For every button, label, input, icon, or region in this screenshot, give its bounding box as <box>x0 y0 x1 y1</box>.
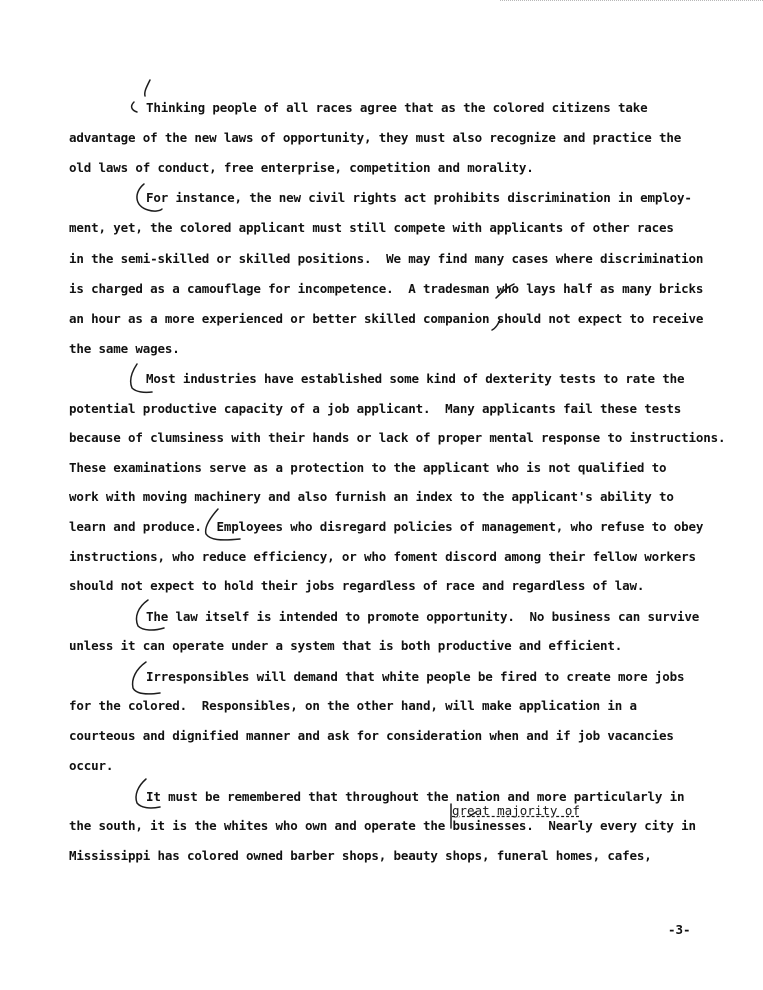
text-line: should not expect to hold their jobs regardless of race and regardless of law. <box>69 578 645 593</box>
text-line: These examinations serve as a protection to the applicant who is not qualified to <box>69 460 667 475</box>
text-line: instructions, who reduce efficiency, or who foment discord among their fellow workers <box>69 549 696 564</box>
text-line: occur. <box>69 758 114 773</box>
text-line: Mississippi has colored owned barber shops, beauty shops, funeral homes, cafes, <box>69 848 652 863</box>
text-line: because of clumsiness with their hands or lack of proper mental response to instructions. <box>69 430 726 445</box>
text-line: For instance, the new civil rights act prohibits discrimination in employ- <box>146 190 692 205</box>
text-line: is charged as a camouflage for incompetence. A tradesman who lays half as many bricks <box>69 281 704 296</box>
text-line: the same wages. <box>69 341 180 356</box>
text-line: advantage of the new laws of opportunity, they must also recognize and practice the <box>69 130 682 145</box>
text-line: unless it can operate under a system that is both productive and efficient. <box>69 638 623 653</box>
text-line: It must be remembered that throughout the nation and more particularly in <box>146 789 685 804</box>
text-line: in the semi-skilled or skilled positions. We may find many cases where discrimination <box>69 251 704 266</box>
text-line: learn and produce. Employees who disregard policies of management, who refuse to obey <box>69 519 704 534</box>
page-number: -3- <box>668 922 691 937</box>
text-line: The law itself is intended to promote opportunity. No business can survive <box>146 609 700 624</box>
text-line: ment, yet, the colored applicant must still compete with applicants of other races <box>69 220 674 235</box>
text-line: Irresponsibles will demand that white people be fired to create more jobs <box>146 669 685 684</box>
text-line: work with moving machinery and also furnish an index to the applicant's ability to <box>69 489 674 504</box>
text-line: for the colored. Responsibles, on the other hand, will make application in a <box>69 698 637 713</box>
handwritten-insertion: great majority of <box>452 803 580 818</box>
text-line: Thinking people of all races agree that as the colored citizens take <box>146 100 648 115</box>
text-line: old laws of conduct, free enterprise, competition and morality. <box>69 160 534 175</box>
text-line: courteous and dignified manner and ask for consideration when and if job vacancies <box>69 728 674 743</box>
text-line: potential productive capacity of a job applicant. Many applicants fail these tests <box>69 401 682 416</box>
text-line: Most industries have established some kind of dexterity tests to rate the <box>146 371 685 386</box>
text-line: an hour as a more experienced or better skilled companion should not expect to receive <box>69 311 704 326</box>
text-line: the south, it is the whites who own and operate the businesses. Nearly every city in <box>69 818 696 833</box>
